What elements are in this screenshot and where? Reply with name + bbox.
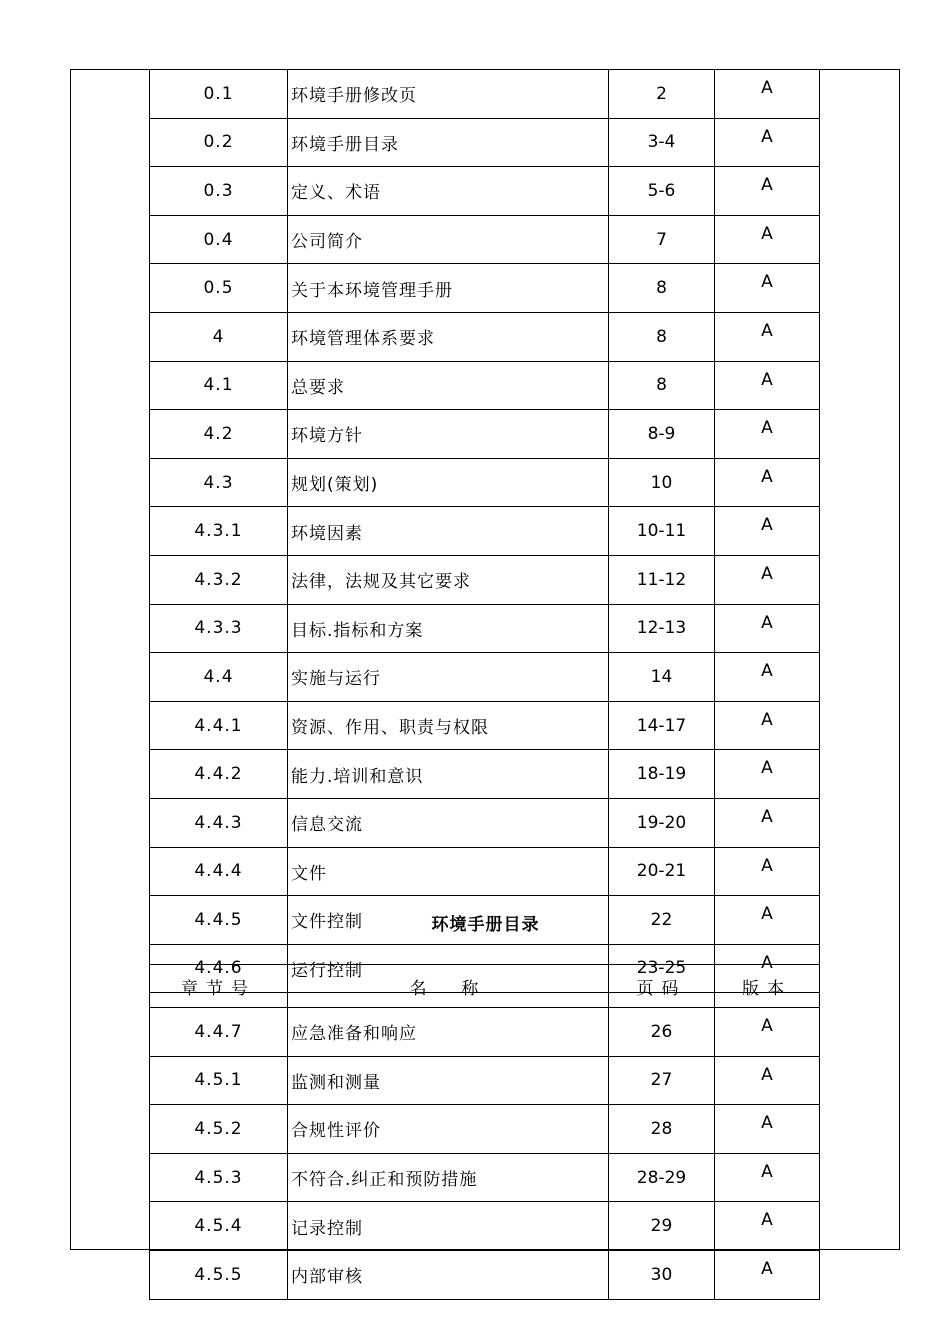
section-name: 监测和测量	[288, 1056, 609, 1105]
section-name: 规划(策划)	[288, 458, 609, 507]
table-row	[150, 264, 820, 313]
version: A	[715, 507, 820, 556]
version: A	[715, 1153, 820, 1202]
section-name: 环境因素	[288, 507, 609, 556]
version: A	[715, 653, 820, 702]
version: A	[715, 312, 820, 361]
version: A	[715, 847, 820, 896]
section-name: 环境方针	[288, 410, 609, 459]
section-number: 4.4	[150, 653, 288, 702]
table-header-row	[150, 965, 820, 1008]
version: A	[715, 70, 820, 119]
version: A	[715, 1202, 820, 1251]
section-number: 4.5.2	[150, 1105, 288, 1154]
version: A	[715, 458, 820, 507]
page-range: 14	[609, 653, 715, 702]
header-section-number: 章节号	[150, 965, 288, 1008]
section-number: 4.4.4	[150, 847, 288, 896]
section-number: 4.4.6	[150, 944, 288, 993]
version: A	[715, 1056, 820, 1105]
page-range: 23-25	[609, 944, 715, 993]
section-name: 合规性评价	[288, 1105, 609, 1154]
page-range: 5-6	[609, 167, 715, 216]
section-number: 4.1	[150, 361, 288, 410]
table-row	[150, 507, 820, 556]
section-name: 记录控制	[288, 1202, 609, 1251]
table-row	[150, 1056, 820, 1105]
section-number: 4	[150, 312, 288, 361]
section-number: 4.5.3	[150, 1153, 288, 1202]
section-number: 0.4	[150, 215, 288, 264]
section-name: 总要求	[288, 361, 609, 410]
section-number: 4.5.5	[150, 1250, 288, 1299]
section-name: 环境手册修改页	[288, 70, 609, 119]
header-version: 版本	[715, 965, 820, 1008]
header-name: 名 称	[288, 965, 609, 1008]
section-name: 资源、作用、职责与权限	[288, 701, 609, 750]
section-number: 4.4.7	[150, 1008, 288, 1057]
page-range: 8-9	[609, 410, 715, 459]
page-range: 22	[609, 896, 715, 945]
version: A	[715, 1250, 820, 1299]
table-row	[150, 312, 820, 361]
page-range: 10	[609, 458, 715, 507]
table-row	[150, 1153, 820, 1202]
section-number: 4.3.3	[150, 604, 288, 653]
page-range: 30	[609, 1250, 715, 1299]
page-range: 20-21	[609, 847, 715, 896]
table-row	[150, 1250, 820, 1299]
section-number: 4.5.1	[150, 1056, 288, 1105]
section-number: 4.4.5	[150, 896, 288, 945]
version: A	[715, 167, 820, 216]
page-range: 3-4	[609, 118, 715, 167]
toc-table-part1	[149, 69, 820, 993]
version: A	[715, 701, 820, 750]
table-row	[150, 458, 820, 507]
section-number: 0.5	[150, 264, 288, 313]
page-range: 8	[609, 361, 715, 410]
version: A	[715, 555, 820, 604]
section-number: 4.2	[150, 410, 288, 459]
section-name: 内部审核	[288, 1250, 609, 1299]
version: A	[715, 410, 820, 459]
section-title: 环境手册目录	[431, 915, 540, 935]
page-range: 27	[609, 1056, 715, 1105]
page-range: 28-29	[609, 1153, 715, 1202]
section-name: 环境管理体系要求	[288, 312, 609, 361]
section-name: 法律，法规及其它要求	[288, 555, 609, 604]
version: A	[715, 604, 820, 653]
version: A	[715, 750, 820, 799]
page-range: 29	[609, 1202, 715, 1251]
page-range: 12-13	[609, 604, 715, 653]
version: A	[715, 896, 820, 945]
section-number: 4.5.4	[150, 1202, 288, 1251]
table-row	[150, 1105, 820, 1154]
version: A	[715, 264, 820, 313]
section-name: 不符合.纠正和预防措施	[288, 1153, 609, 1202]
section-name: 应急准备和响应	[288, 1008, 609, 1057]
table-row	[150, 750, 820, 799]
table-row	[150, 604, 820, 653]
section-number: 4.4.1	[150, 701, 288, 750]
section-name: 运行控制	[288, 944, 609, 993]
page-range: 19-20	[609, 798, 715, 847]
page-range: 8	[609, 264, 715, 313]
page-range: 26	[609, 1008, 715, 1057]
section-name: 公司简介	[288, 215, 609, 264]
page-range: 7	[609, 215, 715, 264]
page-range: 14-17	[609, 701, 715, 750]
table-row	[150, 70, 820, 119]
table-row	[150, 167, 820, 216]
version: A	[715, 215, 820, 264]
section-number: 0.2	[150, 118, 288, 167]
section-name: 关于本环境管理手册	[288, 264, 609, 313]
page-range: 10-11	[609, 507, 715, 556]
version: A	[715, 944, 820, 993]
version: A	[715, 1008, 820, 1057]
section-name: 环境手册目录	[288, 118, 609, 167]
section-number: 4.3	[150, 458, 288, 507]
table-row	[150, 798, 820, 847]
header-page: 页码	[609, 965, 715, 1008]
section-name: 实施与运行	[288, 653, 609, 702]
table-row	[150, 1202, 820, 1251]
section-number: 4.3.2	[150, 555, 288, 604]
section-number: 0.3	[150, 167, 288, 216]
table-row	[150, 410, 820, 459]
section-name: 能力.培训和意识	[288, 750, 609, 799]
page-range: 28	[609, 1105, 715, 1154]
table-row	[150, 701, 820, 750]
section-name: 文件控制	[288, 896, 609, 945]
table-row	[150, 653, 820, 702]
table-row	[150, 118, 820, 167]
page-range: 2	[609, 70, 715, 119]
section-name: 信息交流	[288, 798, 609, 847]
toc-table-part2	[149, 964, 820, 1300]
section-number: 4.4.3	[150, 798, 288, 847]
table-row	[150, 847, 820, 896]
page-range: 8	[609, 312, 715, 361]
version: A	[715, 118, 820, 167]
section-number: 4.4.2	[150, 750, 288, 799]
section-number: 0.1	[150, 70, 288, 119]
table-row	[150, 1008, 820, 1057]
page-range: 18-19	[609, 750, 715, 799]
version: A	[715, 1105, 820, 1154]
table-row	[150, 361, 820, 410]
section-number: 4.3.1	[150, 507, 288, 556]
version: A	[715, 798, 820, 847]
section-name: 文件	[288, 847, 609, 896]
table-row	[150, 555, 820, 604]
section-name: 目标.指标和方案	[288, 604, 609, 653]
page-range: 11-12	[609, 555, 715, 604]
table-row	[150, 215, 820, 264]
version: A	[715, 361, 820, 410]
section-name: 定义、术语	[288, 167, 609, 216]
